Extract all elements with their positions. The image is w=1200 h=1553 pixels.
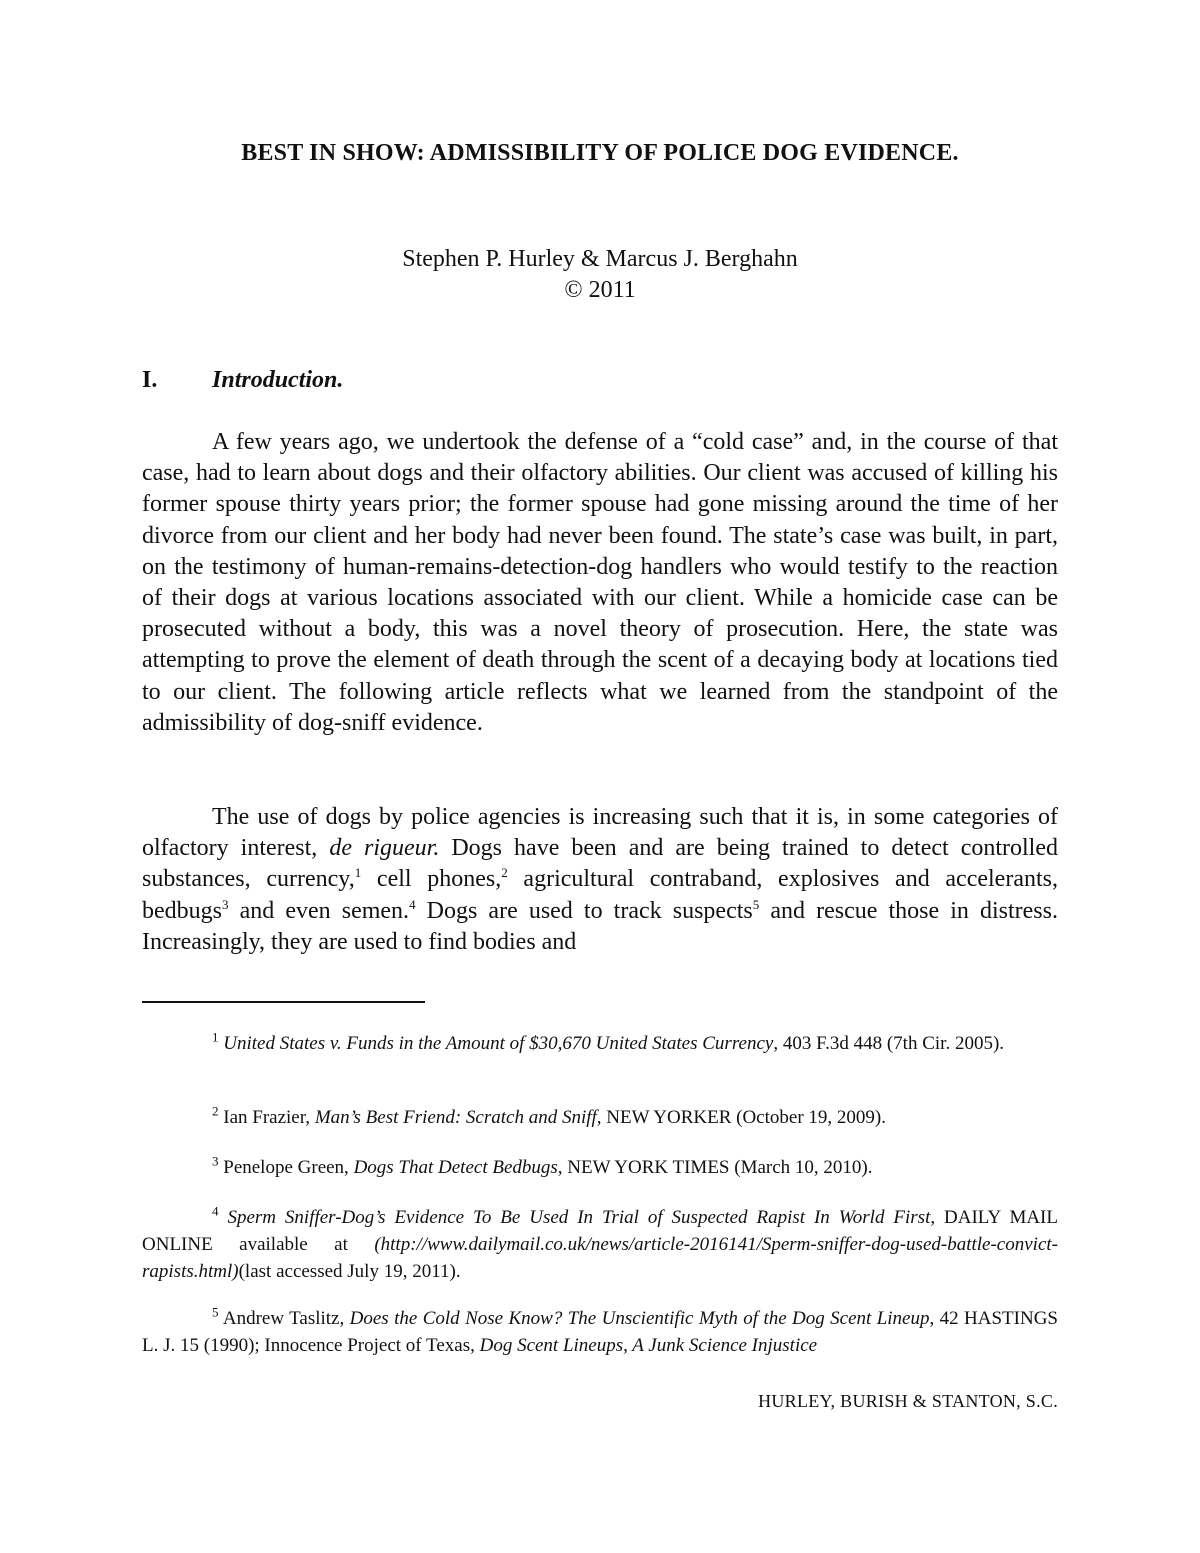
paragraph-text: cell phones,	[361, 866, 502, 893]
document-title: BEST IN SHOW: ADMISSIBILITY OF POLICE DOG EVIDENCE.	[241, 140, 959, 166]
footnote-ref-3[interactable]: 3	[222, 896, 229, 912]
footnote-ref-4[interactable]: 4	[409, 896, 416, 912]
footnote-text: , DAILY MAIL ONLINE available at	[142, 1207, 1058, 1255]
footnote-text: , 403 F.3d 448 (7th Cir. 2005).	[773, 1033, 1005, 1054]
paragraph-text: Dogs are used to track suspects	[415, 897, 753, 924]
footnote-url-link[interactable]: (http://www.dailymail.co.uk/news/article-2016141/Sperm-sniffer-dog-used-battle-convict-rapists.html)	[142, 1234, 1058, 1282]
paragraph-intro-2	[142, 802, 1058, 958]
footnote-2	[142, 1104, 1058, 1131]
paragraph-text: and even semen.	[228, 897, 410, 924]
footnote-text: Penelope Green,	[223, 1157, 354, 1178]
footnote-4	[142, 1204, 1058, 1285]
firm-footer: HURLEY, BURISH & STANTON, S.C.	[758, 1391, 1058, 1411]
footnote-text: (last accessed July 19, 2011).	[238, 1261, 461, 1282]
footnote-ref-1[interactable]: 1	[354, 865, 362, 881]
footnote-5	[142, 1305, 1058, 1359]
section-number: I.	[142, 367, 158, 393]
footnote-marker: 1	[212, 1029, 219, 1045]
footnote-separator	[142, 1001, 425, 1003]
footnote-italic-text: Dog Scent Lineups, A Junk Science Injustice	[479, 1335, 818, 1356]
footnote-text: Ian Frazier,	[223, 1107, 315, 1128]
paragraph-text: agricultural contraband, explosives and accelerants, bedbugs	[142, 866, 1058, 924]
footnote-italic-text: Man’s Best Friend: Scratch and Sniff	[314, 1107, 597, 1128]
paragraph-text: The use of dogs by police agencies is increasing such that it is, in some categories of olfactory interest,	[142, 804, 1058, 862]
footnote-text: , 42 HASTINGS L. J. 15 (1990); Innocence Project of Texas,	[142, 1308, 1059, 1356]
copyright-line: © 2011	[564, 277, 636, 303]
footnote-marker: 2	[212, 1103, 219, 1119]
footnote-italic-text: United States v. Funds in the Amount of $30,670 United States Currency	[223, 1033, 774, 1054]
paragraph-text: Dogs have been and are being trained to detect controlled substances, currency,	[142, 835, 1058, 893]
footnote-italic-text: Dogs That Detect Bedbugs	[353, 1157, 558, 1178]
author-block	[0, 244, 1200, 306]
paragraph-intro-1: A few years ago, we undertook the defense of a “cold case” and, in the course of that case, had to learn about dogs and their olfactory abilities. Our client was accused of killing his former spouse thirty years prior; the former spouse had gone missing around the time of her divorce from our client and her body had never been found. The state’s case was built, in part, on the testimony of human-remains-detection-dog handlers who would testify to the reaction of their dogs at various locations associated with our client. While a homicide case can be prosecuted without a body, this was a novel theory of prosecution. Here, the state was attempting to prove the element of death through the scent of a decaying body at locations tied to our client. The following article reflects what we learned from the standpoint of the admissibility of dog-sniff evidence.	[142, 429, 1058, 736]
paragraph-italic-text: de rigueur.	[329, 835, 440, 862]
paragraph-text: and rescue those in distress. Increasingly, they are used to find bodies and	[142, 897, 1058, 955]
author-names: Stephen P. Hurley & Marcus J. Berghahn	[402, 246, 798, 272]
section-title: Introduction.	[212, 367, 344, 393]
footnote-3	[142, 1154, 1058, 1181]
footnote-marker: 4	[212, 1203, 219, 1219]
footnote-ref-2[interactable]: 2	[501, 865, 508, 881]
footnote-text: , NEW YORKER (October 19, 2009).	[596, 1107, 886, 1128]
section-heading	[142, 367, 343, 394]
footnote-ref-5[interactable]: 5	[752, 896, 760, 912]
footnote-text: Andrew Taslitz,	[222, 1308, 350, 1329]
footnote-marker: 5	[212, 1304, 219, 1320]
footnote-1	[142, 1030, 1058, 1057]
footnote-italic-text: Does the Cold Nose Know? The Unscientific Myth of the Dog Scent Lineup	[349, 1308, 930, 1329]
footnote-italic-text: Sperm Sniffer-Dog’s Evidence To Be Used In Trial of Suspected Rapist In World First	[227, 1207, 931, 1228]
footnote-text: , NEW YORK TIMES (March 10, 2010).	[557, 1157, 873, 1178]
footnote-marker: 3	[212, 1153, 219, 1169]
